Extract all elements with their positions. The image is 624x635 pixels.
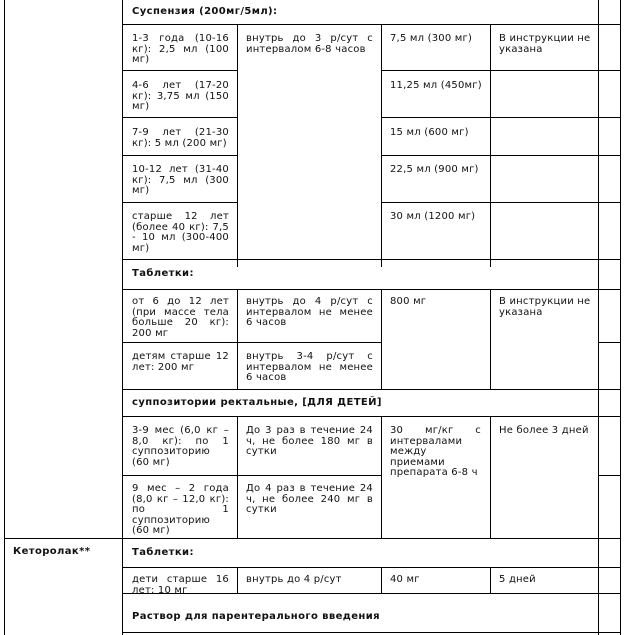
- table-row-divider: [122, 155, 238, 156]
- table-row-divider: [381, 202, 621, 203]
- section-heading-suppositories: суппозитории ректальные, [ДЛЯ ДЕТЕЙ]: [132, 397, 382, 408]
- max-daily-dose-cell: 800 мг: [390, 296, 427, 307]
- table-col-divider: [122, 0, 123, 635]
- table-col-divider: [490, 416, 491, 538]
- age-dose-cell: детям старше 12 лет: 200 мг: [132, 351, 229, 373]
- table-row-divider: [122, 117, 238, 118]
- table-row-divider: [122, 416, 621, 417]
- age-dose-cell: от 6 до 12 лет (при массе тела больше 20 кг): 200 мг: [132, 296, 229, 339]
- table-row-divider: [122, 202, 238, 203]
- max-daily-dose-cell: 11,25 мл (450мг): [390, 80, 482, 91]
- max-daily-dose-cell: 30 мл (1200 мг): [390, 211, 476, 222]
- table-col-divider: [237, 24, 238, 267]
- max-daily-dose-cell: 30 мг/кг с интервалами между приемами препарата 6-8 ч: [390, 425, 481, 478]
- regimen-cell: внутрь 3-4 р/сут с интервалом не менее 6 часов: [246, 351, 373, 383]
- table-row-divider: [122, 632, 621, 633]
- regimen-cell: внутрь до 4 р/сут: [246, 574, 342, 585]
- regimen-cell: До 3 раз в течение 24 ч, не более 180 мг в сутки: [246, 425, 373, 457]
- age-dose-cell: 10-12 лет (31-40 кг): 7,5 мл (300 мг): [132, 164, 229, 196]
- max-daily-dose-cell: 15 мл (600 мг): [390, 127, 469, 138]
- age-dose-cell: дети старше 16 лет: 10 мг: [132, 574, 229, 596]
- table-col-divider: [381, 24, 382, 267]
- age-dose-cell: 3-9 мес (6,0 кг – 8,0 кг): по 1 суппозиторию (60 мг): [132, 425, 229, 468]
- table-col-divider: [490, 24, 491, 267]
- table-col-divider: [490, 289, 491, 389]
- table-row-divider: [598, 342, 621, 343]
- age-dose-cell: старше 12 лет (более 40 кг): 7,5 - 10 мл (300-400 мг): [132, 211, 229, 254]
- table-col-divider: [490, 567, 491, 593]
- table-row-divider: [122, 475, 381, 476]
- drug-name: Кеторолак**: [13, 546, 91, 557]
- age-dose-cell: 1-3 года (10-16 кг): 2,5 мл (100 мг): [132, 33, 229, 65]
- table-border-left: [4, 0, 5, 635]
- table-row-divider: [381, 117, 621, 118]
- section-heading-ketorolac-tablets: Таблетки:: [132, 547, 194, 558]
- table-row-divider: [381, 155, 621, 156]
- table-row-divider: [598, 475, 621, 476]
- duration-cell: В инструкции не указана: [499, 33, 591, 55]
- regimen-cell: До 4 раз в течение 24 ч, не более 240 мг в сутки: [246, 483, 373, 515]
- age-dose-cell: 7-9 лет (21-30 кг): 5 мл (200 мг): [132, 127, 229, 149]
- table-col-divider: [381, 289, 382, 389]
- max-daily-dose-cell: 7,5 мл (300 мг): [390, 33, 473, 44]
- max-daily-dose-cell: 40 мг: [390, 574, 420, 585]
- table-col-divider: [237, 416, 238, 538]
- max-daily-dose-cell: 22,5 мл (900 мг): [390, 164, 479, 175]
- section-heading-tablets: Таблетки:: [132, 268, 194, 279]
- regimen-cell: внутрь до 4 р/сут с интервалом не менее 6 часов: [246, 296, 373, 328]
- age-dose-cell: 9 мес – 2 года (8,0 кг – 12,0 кг): по 1 суппозиторию (60 мг): [132, 483, 229, 536]
- section-heading-suspension: Суспензия (200мг/5мл):: [132, 6, 278, 17]
- table-col-divider: [598, 0, 599, 635]
- table-col-divider: [237, 567, 238, 593]
- section-heading-parenteral: Раствор для парентерального введения: [132, 611, 380, 622]
- table-row-divider: [122, 259, 621, 260]
- table-row-divider: [4, 538, 621, 539]
- table-row-divider: [122, 567, 621, 568]
- table-col-divider: [381, 567, 382, 593]
- table-col-divider: [381, 416, 382, 538]
- table-row-divider: [122, 342, 381, 343]
- table-row-divider: [122, 389, 621, 390]
- duration-cell: 5 дней: [499, 574, 536, 585]
- duration-cell: В инструкции не указана: [499, 296, 591, 318]
- age-dose-cell: 4-6 лет (17-20 кг): 3,75 мл (150 мг): [132, 80, 229, 112]
- duration-cell: Не более 3 дней: [499, 425, 589, 436]
- table-border-right: [620, 0, 621, 635]
- regimen-cell: внутрь до 3 р/сут с интервалом 6-8 часов: [246, 33, 373, 55]
- table-row-divider: [381, 70, 621, 71]
- table-row-divider: [122, 24, 621, 25]
- table-row-divider: [122, 289, 621, 290]
- table-col-divider: [237, 289, 238, 389]
- table-row-divider: [122, 70, 238, 71]
